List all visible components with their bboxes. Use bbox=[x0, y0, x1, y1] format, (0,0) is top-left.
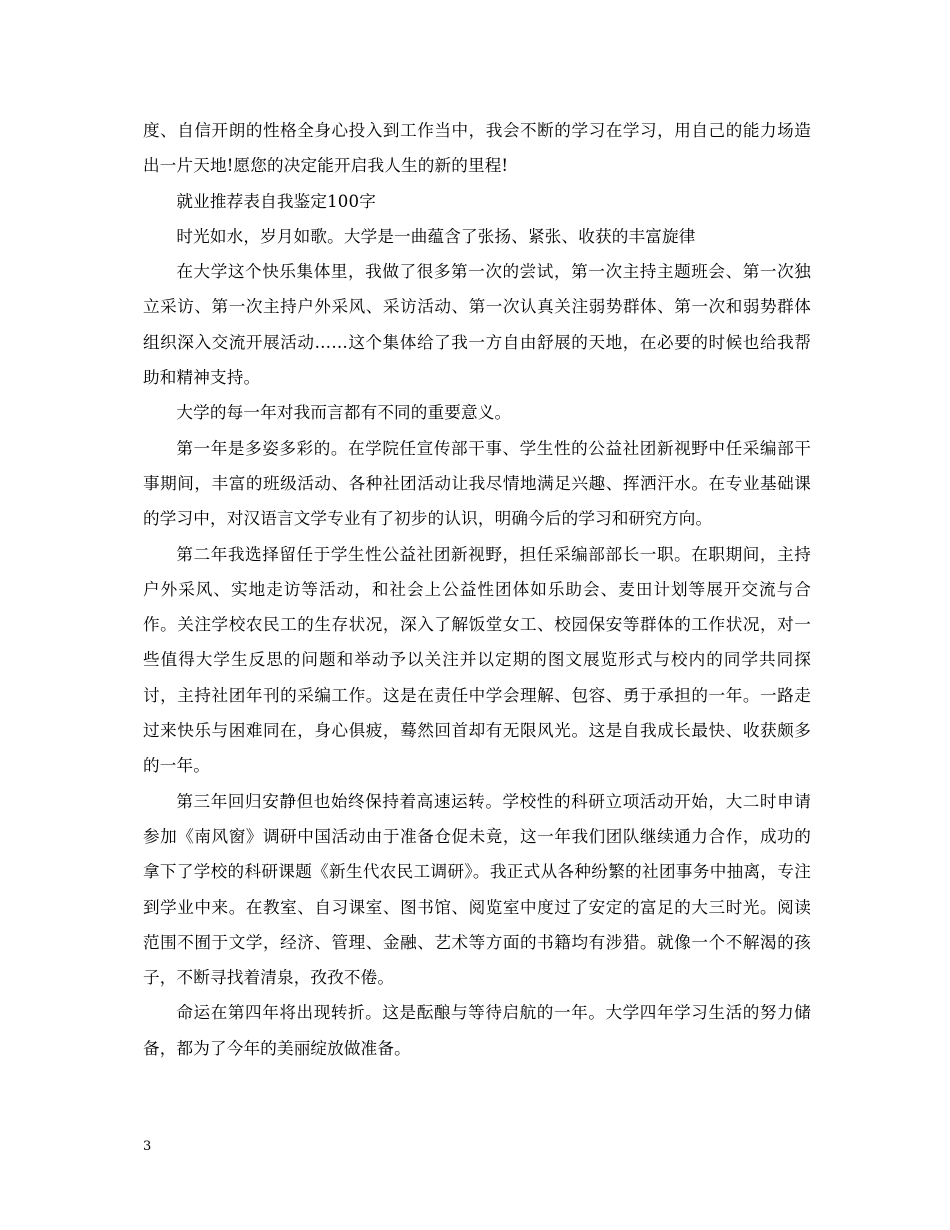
paragraph-each-year: 大学的每一年对我而言都有不同的重要意义。 bbox=[176, 403, 512, 423]
section-heading: 就业推荐表自我鉴定100字 bbox=[176, 191, 376, 211]
paragraph-firsts: 在大学这个快乐集体里，我做了很多第一次的尝试，第一次主持主题班会、第一次独立采访、第一次主持户外采风、采访活动、第一次认真关注弱势群体、第一次和弱势群体组织深入交流开展活动……这个集体给了我一方自由舒展的天地，在必要的时候也给我帮助和精神支持。 bbox=[143, 262, 811, 388]
paragraph-intro: 时光如水，岁月如歌。大学是一曲蕴含了张扬、紧张、收获的丰富旋律 bbox=[176, 226, 696, 246]
page-number: 3 bbox=[143, 1139, 152, 1154]
paragraph-continuation: 度、自信开朗的性格全身心投入到工作当中，我会不断的学习在学习，用自己的能力场造出一片天地!愿您的决定能开启我人生的新的里程! bbox=[143, 121, 811, 176]
paragraph-year-two: 第二年我选择留任于学生性公益社团新视野，担任采编部部长一职。在职期间，主持户外采风、实地走访等活动，和社会上公益性团体如乐助会、麦田计划等展开交流与合作。关注学校农民工的生存状况，深入了解饭堂女工、校园保安等群体的工作状况，对一些值得大学生反思的问题和举动予以关注并以定期的图文展览形式与校内的同学共同探讨，主持社团年刊的采编工作。这是在责任中学会理解、包容、勇于承担的一年。一路走过来快乐与困难同在，身心俱疲，蓦然回首却有无限风光。这是自我成长最快、收获颇多的一年。 bbox=[143, 544, 811, 776]
paragraph-year-three: 第三年回归安静但也始终保持着高速运转。学校性的科研立项活动开始，大二时申请参加《南风窗》调研中国活动由于准备仓促未竟，这一年我们团队继续通力合作，成功的拿下了学校的科研课题《新生代农民工调研》。我正式从各种纷繁的社团事务中抽离，专注到学业中来。在教室、自习课室、图书馆、阅览室中度过了安定的富足的大三时光。阅读范围不囿于文学，经济、管理、金融、艺术等方面的书籍均有涉猎。就像一个不解渴的孩子，不断寻找着清泉，孜孜不倦。 bbox=[143, 791, 811, 988]
paragraph-year-one: 第一年是多姿多彩的。在学院任宣传部干事、学生性的公益社团新视野中任采编部干事期间，丰富的班级活动、各种社团活动让我尽情地满足兴趣、挥洒汗水。在专业基础课的学习中，对汉语言文学专业有了初步的认识，明确今后的学习和研究方向。 bbox=[143, 438, 811, 529]
paragraph-year-four: 命运在第四年将出现转折。这是酝酿与等待启航的一年。大学四年学习生活的努力储备，都为了今年的美丽绽放做准备。 bbox=[143, 1003, 811, 1058]
body-text bbox=[143, 113, 811, 1066]
